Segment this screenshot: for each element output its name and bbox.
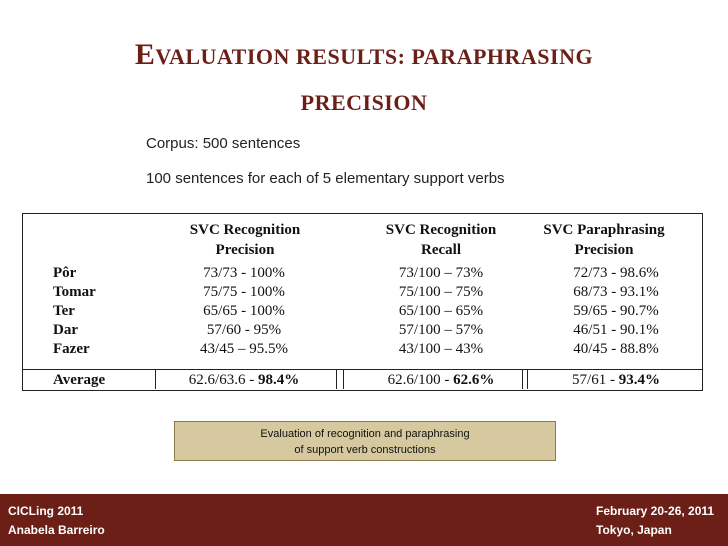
title-line-2: PRECISION bbox=[300, 90, 428, 115]
corpus-text: Corpus: 500 sentences bbox=[146, 135, 301, 152]
verb-cell: Ter bbox=[53, 303, 75, 319]
title-line-1 bbox=[0, 32, 728, 80]
paraphrasing-precision-cell: 68/73 - 93.1% bbox=[573, 284, 659, 300]
paraphrasing-precision-cell: 72/73 - 98.6% bbox=[573, 265, 659, 281]
paraphrasing-precision-cell: 40/45 - 88.8% bbox=[573, 341, 659, 357]
header-line: SVC Recognition bbox=[189, 222, 301, 238]
header-recognition-recall bbox=[343, 214, 539, 270]
footer-bar bbox=[0, 494, 728, 546]
table-row bbox=[23, 283, 702, 301]
average-recognition-recall bbox=[343, 370, 539, 388]
header-line: Precision bbox=[574, 242, 634, 258]
header-line: SVC Recognition bbox=[385, 222, 497, 238]
footer-conference: CICLing 2011 bbox=[8, 504, 84, 518]
caption-line: Evaluation of recognition and paraphrasing bbox=[260, 428, 470, 440]
recognition-precision-cell: 73/73 - 100% bbox=[203, 265, 285, 281]
average-percent: 62.6% bbox=[453, 372, 495, 388]
table-row bbox=[23, 302, 702, 320]
average-percent: 98.4% bbox=[257, 372, 300, 388]
average-value: 62.6/100 - bbox=[387, 372, 454, 388]
footer-dates: February 20-26, 2011 bbox=[596, 504, 715, 518]
recognition-precision-cell: 65/65 - 100% bbox=[203, 303, 285, 319]
header-paraphrasing-precision bbox=[519, 214, 689, 270]
paraphrasing-precision-cell: 46/51 - 90.1% bbox=[573, 322, 659, 338]
average-value: 57/61 - bbox=[572, 372, 619, 388]
table-row bbox=[23, 340, 702, 358]
table-caption bbox=[174, 421, 556, 461]
average-value: 62.6/63.6 - bbox=[188, 372, 258, 388]
header-line: Recall bbox=[421, 242, 461, 258]
average-row bbox=[23, 369, 702, 390]
recognition-precision-cell: 75/75 - 100% bbox=[203, 284, 285, 300]
caption-line: of support verb constructions bbox=[294, 444, 436, 456]
average-recognition-precision bbox=[155, 370, 333, 388]
recognition-recall-cell: 73/100 – 73% bbox=[398, 265, 484, 281]
recognition-recall-cell: 75/100 – 75% bbox=[398, 284, 484, 300]
average-percent: 93.4% bbox=[618, 372, 660, 388]
recognition-recall-cell: 43/100 – 43% bbox=[398, 341, 484, 357]
header-line: SVC Paraphrasing bbox=[543, 222, 665, 238]
header-recognition-precision bbox=[155, 214, 335, 270]
slide-title bbox=[0, 32, 728, 126]
recognition-recall-cell: 57/100 – 57% bbox=[398, 322, 484, 338]
verb-cell: Pôr bbox=[53, 265, 77, 281]
table-row bbox=[23, 264, 702, 282]
recognition-recall-cell: 65/100 – 65% bbox=[398, 303, 484, 319]
recognition-precision-cell: 57/60 - 95% bbox=[206, 322, 282, 338]
title-initial: E bbox=[134, 38, 156, 71]
corpus-detail-text: 100 sentences for each of 5 elementary support verbs bbox=[146, 170, 505, 187]
verb-cell: Fazer bbox=[53, 341, 90, 357]
verb-cell: Dar bbox=[53, 322, 78, 338]
footer-author: Anabela Barreiro bbox=[8, 523, 105, 537]
average-paraphrasing-precision bbox=[527, 370, 705, 388]
table-row bbox=[23, 321, 702, 339]
average-label: Average bbox=[53, 372, 106, 388]
footer-location: Tokyo, Japan bbox=[596, 523, 672, 537]
results-table bbox=[22, 213, 703, 391]
title-line1-rest: VALUATION RESULTS: PARAPHRASING bbox=[155, 44, 594, 69]
paraphrasing-precision-cell: 59/65 - 90.7% bbox=[573, 303, 659, 319]
header-line: Precision bbox=[215, 242, 275, 258]
verb-cell: Tomar bbox=[53, 284, 96, 300]
recognition-precision-cell: 43/45 – 95.5% bbox=[200, 341, 288, 357]
